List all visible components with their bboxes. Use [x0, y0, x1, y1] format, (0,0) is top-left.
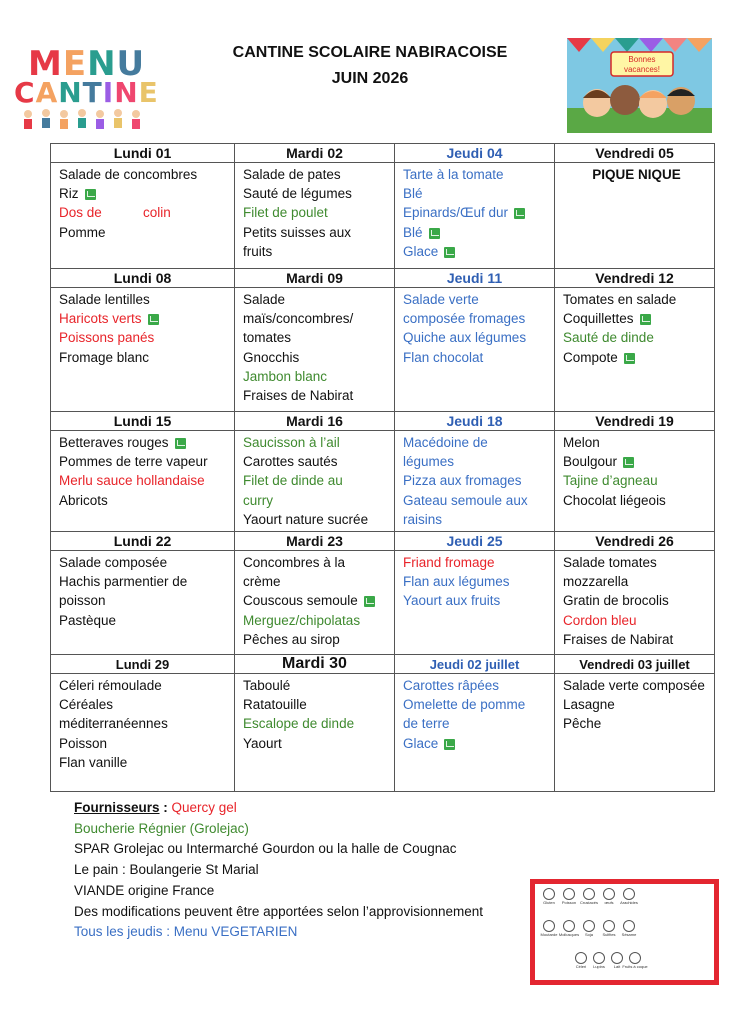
menu-table — [50, 143, 715, 792]
day-header: Mardi 16 — [235, 412, 395, 431]
menu-item — [563, 553, 710, 572]
day-menu-cell — [235, 288, 395, 412]
day-menu-cell — [51, 431, 235, 532]
menu-item — [59, 591, 230, 610]
menu-item — [403, 591, 550, 610]
menu-item — [403, 553, 550, 572]
menu-item — [59, 471, 230, 490]
day-menu-cell — [395, 288, 555, 412]
menu-item-text: Abricots — [59, 492, 108, 508]
menu-item — [243, 572, 390, 591]
menu-item-text: Gateau semoule aux — [403, 492, 528, 508]
day-header: Jeudi 25 — [395, 532, 555, 551]
week-header-row — [51, 144, 715, 163]
suppliers-section — [74, 798, 483, 943]
menu-item — [403, 734, 550, 753]
allergen-icon — [594, 953, 605, 964]
allergen-label: Fruits à coque — [622, 964, 648, 969]
menu-item-text: Melon — [563, 435, 600, 450]
menu-item — [403, 242, 550, 261]
day-menu-cell — [235, 674, 395, 792]
menu-item — [403, 290, 550, 309]
menu-item — [243, 309, 390, 328]
menu-item-text: Compote — [563, 349, 618, 365]
allergen-label: Poisson — [561, 900, 577, 905]
menu-item — [243, 223, 390, 242]
day-menu-cell — [555, 551, 715, 655]
logo-word-cantine — [14, 76, 159, 109]
organic-bio-icon — [444, 739, 455, 750]
allergen-icon — [564, 889, 575, 900]
day-menu-cell — [555, 288, 715, 412]
menu-item — [243, 367, 390, 386]
allergen-icon — [576, 953, 587, 964]
menu-item — [563, 165, 710, 184]
logo-letter: C — [14, 76, 36, 109]
day-header: Lundi 22 — [51, 532, 235, 551]
menu-item — [403, 572, 550, 591]
menu-item — [243, 553, 390, 572]
menu-item — [59, 714, 230, 733]
menu-item-text: composée fromages — [403, 311, 526, 327]
menu-item — [563, 695, 710, 714]
week-menu-row — [51, 431, 715, 532]
day-menu-cell — [555, 431, 715, 532]
day-menu-cell — [51, 288, 235, 412]
menu-item — [243, 714, 390, 733]
menu-item — [243, 452, 390, 471]
menu-item — [59, 309, 230, 328]
allergen-icon — [604, 889, 615, 900]
logo-letter: I — [102, 76, 115, 109]
week-header-row — [51, 532, 715, 551]
day-menu-cell — [395, 674, 555, 792]
logo-letter: E — [62, 44, 88, 84]
day-menu-cell — [51, 163, 235, 269]
menu-item-text: Flan chocolat — [403, 349, 484, 365]
menu-item — [243, 433, 390, 452]
allergen-label: Sulfites — [602, 932, 616, 937]
allergen-icons — [535, 884, 714, 980]
menu-item-text: Yaourt aux fruits — [403, 593, 501, 609]
menu-item — [243, 695, 390, 714]
menu-item-text: Filet de dinde au — [243, 473, 343, 489]
menu-item — [563, 290, 710, 309]
menu-item — [563, 676, 710, 695]
menu-item — [563, 630, 710, 649]
menu-item — [403, 348, 550, 367]
menu-item-text: Petits suisses aux — [243, 224, 352, 240]
menu-item-text: Poissons panés — [59, 330, 155, 346]
organic-bio-icon — [624, 353, 635, 364]
menu-item-text: Carottes râpées — [403, 678, 500, 694]
menu-item-text: Boulgour — [563, 454, 618, 470]
menu-item — [403, 165, 550, 184]
menu-item — [563, 328, 710, 347]
menu-item-text: Fraises de Nabirat — [243, 388, 354, 404]
menu-item-text: Salade tomates — [563, 555, 657, 571]
menu-item — [403, 223, 550, 242]
day-menu-cell — [555, 674, 715, 792]
menu-item — [403, 328, 550, 347]
menu-item — [59, 452, 230, 471]
menu-item-text: légumes — [403, 454, 455, 470]
menu-item — [59, 553, 230, 572]
menu-item-text: Flan vanille — [59, 754, 128, 770]
logo-letter: A — [35, 76, 59, 109]
menu-item — [563, 452, 710, 471]
menu-item-text: Pêches au sirop — [243, 631, 340, 647]
menu-item — [243, 165, 390, 184]
menu-item-text: Saucisson à l’ail — [243, 435, 340, 450]
suppliers-colon: : — [159, 800, 172, 815]
menu-item — [403, 510, 550, 529]
menu-item-text: de terre — [403, 716, 450, 732]
menu-item-text: Céleri rémoulade — [59, 678, 162, 694]
menu-item — [243, 184, 390, 203]
menu-item-text: Haricots verts — [59, 311, 142, 327]
menu-item — [563, 471, 710, 490]
menu-item — [403, 676, 550, 695]
allergen-icon — [564, 921, 575, 932]
page-subtitle-month: JUIN 2026 — [331, 70, 409, 87]
organic-bio-icon — [364, 596, 375, 607]
menu-item — [243, 591, 390, 610]
menu-item — [563, 348, 710, 367]
organic-bio-icon — [623, 457, 634, 468]
logo-letter: N — [114, 76, 139, 109]
menu-item — [59, 753, 230, 772]
logo-letter: E — [138, 76, 159, 109]
menu-item — [563, 714, 710, 733]
week-menu-row — [51, 674, 715, 792]
menu-item — [59, 223, 230, 242]
menu-item-text: poisson — [59, 593, 106, 609]
menu-item-text: Carottes sautés — [243, 454, 338, 470]
organic-bio-icon — [514, 208, 525, 219]
menu-item-text: Salade — [243, 292, 286, 307]
day-header: Jeudi 04 — [395, 144, 555, 163]
menu-item-text: Yaourt — [243, 735, 282, 751]
organic-bio-icon — [429, 228, 440, 239]
menu-item-text: Riz — [59, 186, 79, 202]
menu-item-text: Macédoine de — [403, 435, 488, 450]
menu-item-text: Taboulé — [243, 678, 291, 694]
day-menu-cell — [235, 163, 395, 269]
day-header: Vendredi 05 — [555, 144, 715, 163]
menu-item — [563, 611, 710, 630]
week-menu-row — [51, 551, 715, 655]
menu-item — [59, 290, 230, 309]
day-header: Vendredi 26 — [555, 532, 715, 551]
allergen-icon — [624, 889, 635, 900]
allergen-icon — [544, 889, 555, 900]
day-header: Jeudi 11 — [395, 269, 555, 288]
allergen-icon — [624, 921, 635, 932]
menu-item — [59, 184, 230, 203]
week-header-row — [51, 655, 715, 674]
menu-item-text: Salade composée — [59, 555, 168, 571]
menu-item-text: Merlu sauce hollandaise — [59, 473, 205, 489]
day-menu-cell — [235, 551, 395, 655]
menu-item — [59, 695, 230, 714]
allergen-label: Lupins — [593, 964, 605, 969]
menu-item-text: Merguez/chipolatas — [243, 612, 361, 628]
menu-item — [59, 572, 230, 591]
menu-item-text: Poisson — [59, 735, 108, 751]
allergen-label: Soja — [584, 932, 594, 937]
allergen-icon — [544, 921, 555, 932]
allergen-label: Crustacés — [579, 900, 599, 905]
page-title: CANTINE SCOLAIRE NABIRACOISE — [232, 44, 508, 61]
day-header: Jeudi 18 — [395, 412, 555, 431]
menu-item-text: Lasagne — [563, 697, 615, 713]
menu-item-text: Tarte à la tomate — [403, 167, 504, 182]
menu-item — [59, 203, 230, 222]
menu-item-text: fruits — [243, 243, 273, 259]
menu-item-text: Blé — [403, 224, 423, 240]
menu-item-text: curry — [243, 492, 273, 508]
menu-item-text: Filet de poulet — [243, 205, 328, 221]
menu-item — [243, 471, 390, 490]
menu-item — [59, 734, 230, 753]
suppliers-label: Fournisseurs — [74, 800, 160, 815]
allergen-label: Gluten — [543, 900, 555, 905]
menu-item-text: Yaourt nature sucrée — [243, 511, 369, 527]
menu-item-text: Salade de concombres — [59, 167, 198, 182]
menu-item — [59, 348, 230, 367]
day-header: Mardi 30 — [235, 655, 395, 674]
menu-item-text: Glace — [403, 243, 439, 259]
menu-item-text: Jambon blanc — [243, 368, 328, 384]
day-menu-cell — [51, 551, 235, 655]
day-menu-cell — [235, 431, 395, 532]
supplier-line: VIANDE origine France — [74, 882, 215, 898]
allergen-label: Mollusques — [558, 932, 580, 937]
menu-item-text: Concombres à la — [243, 555, 346, 571]
day-menu-cell — [395, 431, 555, 532]
supplier-line: Des modifications peuvent être apportées selon l’approvisionnement — [74, 903, 483, 919]
day-header: Jeudi 02 juillet — [395, 655, 555, 674]
allergen-icon — [584, 921, 595, 932]
supplier-quercy-gel: Quercy gel — [171, 800, 237, 815]
organic-bio-icon — [444, 247, 455, 258]
menu-item-text: tomates — [243, 330, 292, 346]
menu-item — [403, 203, 550, 222]
menu-item-text: crème — [243, 574, 281, 590]
vacation-illustration — [567, 38, 712, 133]
day-header: Mardi 02 — [235, 144, 395, 163]
menu-item-text: Epinards/Œuf dur — [403, 205, 509, 221]
menu-item — [243, 510, 390, 529]
menu-item — [243, 386, 390, 405]
allergen-icon — [584, 889, 595, 900]
menu-item-text: maïs/concombres/ — [243, 311, 354, 327]
menu-item-text: Escalope de dinde — [243, 716, 355, 732]
allergen-icon — [604, 921, 615, 932]
menu-item — [243, 676, 390, 695]
supplier-line: SPAR Grolejac ou Intermarché Gourdon ou la halle de Cougnac — [74, 841, 457, 857]
supplier-line: Tous les jeudis : Menu VEGETARIEN — [74, 924, 298, 940]
menu-item — [243, 611, 390, 630]
menu-item-text: Couscous semoule — [243, 593, 358, 609]
menu-item — [563, 309, 710, 328]
menu-item-text: Chocolat liégeois — [563, 492, 666, 508]
day-menu-cell — [555, 163, 715, 269]
week-menu-row — [51, 163, 715, 269]
menu-item-text: Sauté de dinde — [563, 330, 654, 346]
menu-item-text: Glace — [403, 735, 439, 751]
menu-item-text: Gnocchis — [243, 349, 300, 365]
menu-item-text: Dos de colin — [59, 205, 171, 221]
menu-item — [59, 328, 230, 347]
menu-item — [243, 348, 390, 367]
menu-cantine-logo — [14, 42, 159, 132]
logo-letter: T — [82, 76, 103, 109]
menu-item — [403, 491, 550, 510]
menu-item — [59, 676, 230, 695]
menu-item — [243, 734, 390, 753]
allergen-icon — [630, 953, 641, 964]
day-header: Mardi 09 — [235, 269, 395, 288]
supplier-line: Le pain : Boulangerie St Marial — [74, 862, 259, 878]
menu-item — [403, 714, 550, 733]
menu-item-text: Salade de pates — [243, 167, 341, 182]
menu-item-text: Pommes de terre vapeur — [59, 454, 208, 470]
menu-item-text: Salade verte composée — [563, 678, 705, 694]
allergen-label: Arachides — [620, 900, 638, 905]
menu-item — [243, 290, 390, 309]
day-menu-cell — [395, 551, 555, 655]
logo-letter: N — [58, 76, 83, 109]
children-illustration — [18, 108, 148, 134]
allergen-label: œufs — [604, 900, 614, 905]
menu-item-text: Fromage blanc — [59, 349, 150, 365]
menu-item — [59, 611, 230, 630]
menu-item-text: Fraises de Nabirat — [563, 631, 674, 647]
menu-item — [563, 433, 710, 452]
menu-item — [403, 184, 550, 203]
menu-item-text: Omelette de pomme — [403, 697, 526, 713]
day-header: Mardi 23 — [235, 532, 395, 551]
day-header: Vendredi 19 — [555, 412, 715, 431]
allergen-legend — [530, 879, 719, 985]
week-header-row — [51, 269, 715, 288]
menu-item — [403, 471, 550, 490]
menu-item-text: Gratin de brocolis — [563, 593, 669, 609]
organic-bio-icon — [148, 314, 159, 325]
menu-item-text: Salade lentilles — [59, 292, 150, 307]
menu-item-text: Salade verte — [403, 292, 479, 307]
menu-item — [403, 452, 550, 471]
menu-item-text: Blé — [403, 186, 423, 202]
menu-item — [243, 491, 390, 510]
vacation-text-1: Bonnes — [628, 55, 656, 64]
menu-item-text: Sauté de légumes — [243, 186, 352, 202]
menu-item-text: Tajine d’agneau — [563, 473, 658, 489]
menu-item — [59, 491, 230, 510]
menu-item-text: Flan aux légumes — [403, 574, 510, 590]
menu-item — [403, 433, 550, 452]
menu-item-text: Céréales — [59, 697, 114, 713]
menu-item-text: méditerranéennes — [59, 716, 168, 732]
menu-item-text: Betteraves rouges — [59, 435, 169, 450]
week-header-row — [51, 412, 715, 431]
menu-item-text: Hachis parmentier de — [59, 574, 188, 590]
day-header: Lundi 15 — [51, 412, 235, 431]
menu-item — [243, 630, 390, 649]
organic-bio-icon — [85, 189, 96, 200]
menu-item-text: Pomme — [59, 224, 106, 240]
menu-item — [243, 203, 390, 222]
organic-bio-icon — [640, 314, 651, 325]
organic-bio-icon — [175, 438, 186, 449]
menu-item — [563, 572, 710, 591]
menu-item — [243, 328, 390, 347]
menu-item-text: Tomates en salade — [563, 292, 677, 307]
menu-item-text: Friand fromage — [403, 555, 495, 571]
logo-letter: N — [87, 44, 117, 84]
menu-item-text: Cordon bleu — [563, 612, 637, 628]
menu-item — [243, 242, 390, 261]
menu-item-text: Pastèque — [59, 612, 117, 628]
menu-item — [563, 591, 710, 610]
allergen-icon — [612, 953, 623, 964]
menu-item — [59, 165, 230, 184]
menu-item — [403, 695, 550, 714]
menu-item-text: Coquillettes — [563, 311, 634, 327]
day-header: Lundi 08 — [51, 269, 235, 288]
allergen-label: Sésame — [621, 932, 637, 937]
menu-item-text: PIQUE NIQUE — [592, 167, 681, 182]
allergen-label: Moutarde — [540, 932, 558, 937]
logo-letter: M — [28, 44, 63, 84]
menu-item — [563, 491, 710, 510]
menu-item-text: Pizza aux fromages — [403, 473, 522, 489]
menu-item-text: Pêche — [563, 716, 602, 732]
menu-item-text: Ratatouille — [243, 697, 307, 713]
supplier-line: Boucherie Régnier (Grolejac) — [74, 820, 249, 836]
week-menu-row — [51, 288, 715, 412]
vacation-text-2: vacances! — [623, 65, 661, 74]
menu-item-text: mozzarella — [563, 574, 629, 590]
allergen-label: Lait — [613, 964, 621, 969]
menu-item — [403, 309, 550, 328]
day-menu-cell — [51, 674, 235, 792]
logo-letter: U — [116, 44, 146, 84]
day-header: Lundi 29 — [51, 655, 235, 674]
day-header: Lundi 01 — [51, 144, 235, 163]
day-header: Vendredi 03 juillet — [555, 655, 715, 674]
allergen-label: Céleri — [575, 964, 587, 969]
day-header: Vendredi 12 — [555, 269, 715, 288]
menu-item-text: Quiche aux légumes — [403, 330, 527, 346]
menu-item — [59, 433, 230, 452]
menu-item-text: raisins — [403, 511, 443, 527]
day-menu-cell — [395, 163, 555, 269]
